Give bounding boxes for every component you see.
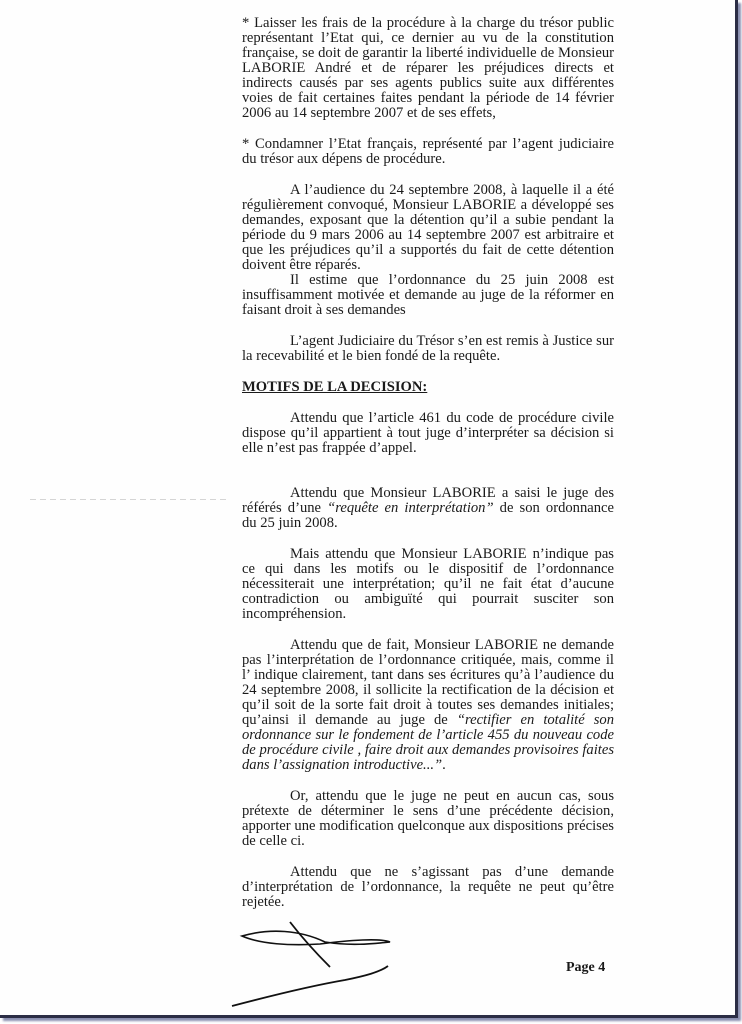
motif-text: Attendu que Monsieur LABORIE a saisi le juge des référés d’une (242, 485, 614, 516)
signature-underline (232, 966, 388, 1006)
scan-artifact-line (30, 499, 230, 500)
section-heading-motifs: MOTIFS DE LA DECISION: (242, 379, 428, 395)
signature-loop (242, 931, 390, 945)
paragraph-estimate: Il estime que l’ordonnance du 25 juin 2008 est insuffisamment motivée et demande au juge de la réformer en faisant droit à ses demandes (242, 272, 614, 318)
motif-text: . (442, 757, 446, 773)
motif-text: de son ordonnance du 25 juin 2008. (242, 500, 614, 531)
paragraph-hearing: A l’audience du 24 septembre 2008, à laquelle il a été régulièrement convoqué, Monsieur LABORIE a développé ses demandes, exposant que la détention qu’il a subie pendant la période du 9 mars 2006 au 14 septembre 2007 est arbitraire et que les préjudices qu’il a supportés du fait de cette détention doivent être réparés. (242, 182, 614, 273)
motif-quote: “rectifier en totalité son ordonnance sur le fondement de l’article 455 du nouveau code de procédure civile , faire droit aux demandes provisoires faites dans l’assignation introductive...” (242, 712, 614, 773)
motif-text: Attendu que de fait, Monsieur LABORIE ne demande pas l’interprétation de l’ordonnance critiquée, mais, comme il l’ indique clairement, tant dans ses écritures qu’à l’audience du 24 septembre 2008, il sollicite la rectification de la décision et qu’il soit de la sorte fait droit à toutes ses demandes initiales; qu’ainsi il demande au juge de (242, 637, 614, 728)
motif-no-indication: Mais attendu que Monsieur LABORIE n’indique pas ce qui dans les motifs ou le dispositif de l’ordonnance nécessiterait une interprétation; qu’il ne fait état d’aucune contradiction ou ambiguïté qui pourrait susciter son incompréhension. (242, 546, 614, 622)
motif-judge-cannot: Or, attendu que le juge ne peut en aucun cas, sous prétexte de déterminer le sens d’une précédente décision, apporter une modification quelconque aux dispositions précises de celle ci. (242, 788, 614, 849)
paragraph-treasury-agent: L’agent Judiciaire du Trésor s’en est remis à Justice sur la recevabilité et le bien fondé de la requête. (242, 333, 614, 364)
page-number: Page 4 (566, 960, 606, 975)
paragraph-request-condemn: * Condamner l’Etat français, représenté par l’agent judiciaire du trésor aux dépens de procédure. (242, 136, 614, 167)
motif-rejected: Attendu que ne s’agissant pas d’une demande d’interprétation de l’ordonnance, la requête ne peut qu’être rejetée. (242, 864, 614, 910)
paragraph-request-costs: * Laisser les frais de la procédure à la charge du trésor public représentant l’Etat qui, ce dernier au vu de la constitution française, se doit de garantir la liberté individuelle de Monsieur LABORIE André et de réparer les préjudices directs et indirects causés par ses agents publics suite aux différentes voies de fait certaines faites pendant la période de 14 février 2006 au 14 septembre 2007 et de ses effets, (242, 15, 614, 121)
motif-quote: “requête en interprétation” (327, 500, 494, 516)
motif-rectification (242, 638, 614, 773)
motif-requete-interpretation (242, 486, 614, 531)
document-body (242, 16, 614, 910)
signature (230, 920, 560, 1010)
motif-article-461: Attendu que l’article 461 du code de procédure civile dispose qu’il appartient à tout juge d’interpréter sa décision si elle n’est pas frappée d’appel. (242, 410, 614, 456)
